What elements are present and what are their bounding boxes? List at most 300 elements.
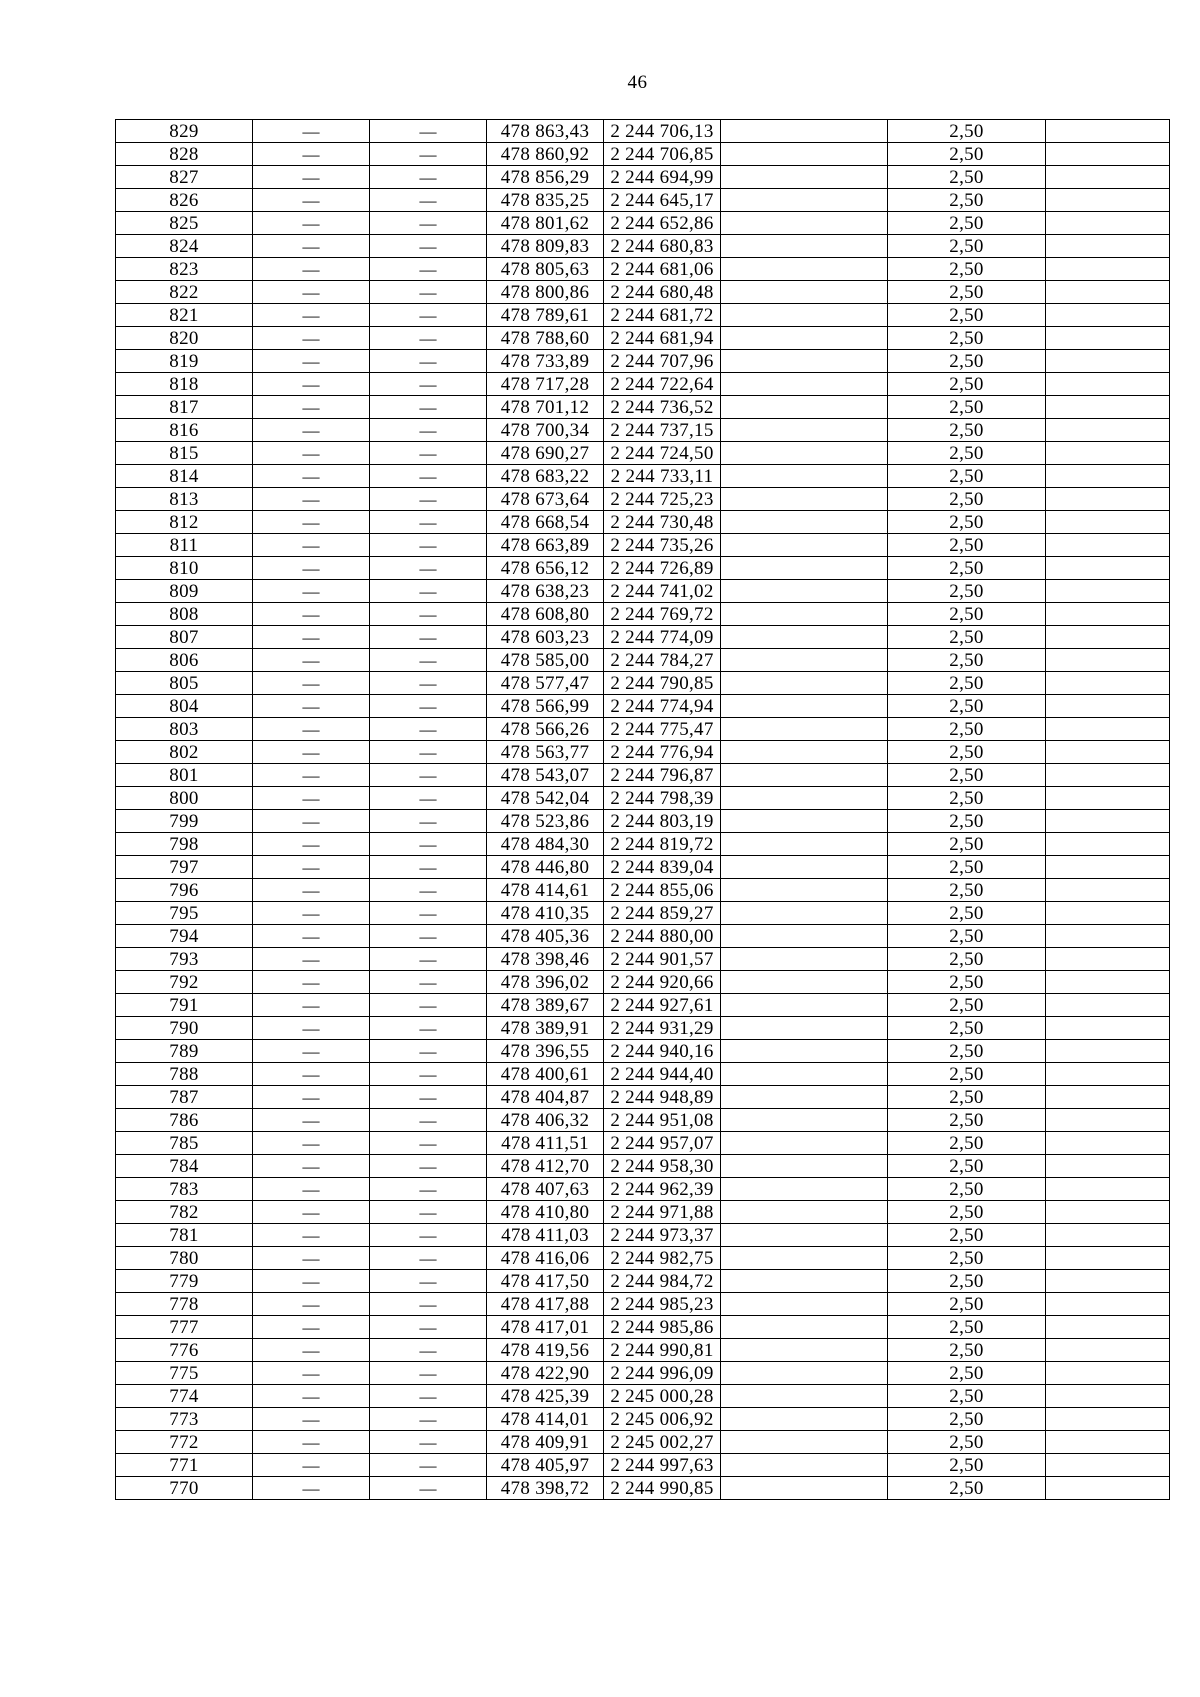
dash-cell: — (253, 1408, 370, 1431)
value-cell: 2,50 (888, 833, 1046, 856)
value-cell: 2,50 (888, 120, 1046, 143)
table-row (116, 879, 1170, 902)
point-number-cell: 820 (116, 327, 253, 350)
empty-cell (1046, 189, 1170, 212)
value-cell: 2,50 (888, 603, 1046, 626)
table-row (116, 1293, 1170, 1316)
empty-cell (721, 166, 888, 189)
point-number-cell: 772 (116, 1431, 253, 1454)
dash-cell: — (253, 971, 370, 994)
empty-cell (1046, 1040, 1170, 1063)
dash-cell: — (370, 1109, 487, 1132)
empty-cell (1046, 327, 1170, 350)
point-number-cell: 771 (116, 1454, 253, 1477)
x-coordinate-cell: 478 856,29 (487, 166, 604, 189)
dash-cell: — (253, 902, 370, 925)
value-cell: 2,50 (888, 1362, 1046, 1385)
y-coordinate-cell: 2 244 962,39 (604, 1178, 721, 1201)
dash-cell: — (370, 1293, 487, 1316)
empty-cell (1046, 626, 1170, 649)
empty-cell (721, 810, 888, 833)
x-coordinate-cell: 478 414,01 (487, 1408, 604, 1431)
empty-cell (721, 1040, 888, 1063)
coordinates-table-body (116, 120, 1170, 1500)
dash-cell: — (253, 580, 370, 603)
value-cell: 2,50 (888, 1109, 1046, 1132)
dash-cell: — (370, 557, 487, 580)
table-row (116, 442, 1170, 465)
x-coordinate-cell: 478 407,63 (487, 1178, 604, 1201)
empty-cell (1046, 1063, 1170, 1086)
value-cell: 2,50 (888, 1086, 1046, 1109)
table-row (116, 143, 1170, 166)
table-row (116, 258, 1170, 281)
empty-cell (721, 695, 888, 718)
x-coordinate-cell: 478 638,23 (487, 580, 604, 603)
empty-cell (1046, 1132, 1170, 1155)
y-coordinate-cell: 2 244 730,48 (604, 511, 721, 534)
y-coordinate-cell: 2 244 855,06 (604, 879, 721, 902)
dash-cell: — (370, 580, 487, 603)
x-coordinate-cell: 478 422,90 (487, 1362, 604, 1385)
x-coordinate-cell: 478 417,50 (487, 1270, 604, 1293)
dash-cell: — (253, 649, 370, 672)
dash-cell: — (253, 1339, 370, 1362)
value-cell: 2,50 (888, 879, 1046, 902)
x-coordinate-cell: 478 411,51 (487, 1132, 604, 1155)
empty-cell (1046, 833, 1170, 856)
y-coordinate-cell: 2 244 681,06 (604, 258, 721, 281)
table-row (116, 1316, 1170, 1339)
value-cell: 2,50 (888, 396, 1046, 419)
dash-cell: — (253, 741, 370, 764)
empty-cell (721, 1454, 888, 1477)
y-coordinate-cell: 2 244 722,64 (604, 373, 721, 396)
dash-cell: — (370, 189, 487, 212)
empty-cell (1046, 373, 1170, 396)
point-number-cell: 785 (116, 1132, 253, 1155)
y-coordinate-cell: 2 244 774,94 (604, 695, 721, 718)
empty-cell (721, 373, 888, 396)
x-coordinate-cell: 478 603,23 (487, 626, 604, 649)
empty-cell (1046, 603, 1170, 626)
value-cell: 2,50 (888, 442, 1046, 465)
empty-cell (721, 672, 888, 695)
table-row (116, 1270, 1170, 1293)
x-coordinate-cell: 478 396,55 (487, 1040, 604, 1063)
point-number-cell: 797 (116, 856, 253, 879)
dash-cell: — (370, 948, 487, 971)
empty-cell (721, 258, 888, 281)
y-coordinate-cell: 2 245 002,27 (604, 1431, 721, 1454)
point-number-cell: 823 (116, 258, 253, 281)
empty-cell (1046, 442, 1170, 465)
dash-cell: — (253, 1270, 370, 1293)
x-coordinate-cell: 478 690,27 (487, 442, 604, 465)
dash-cell: — (253, 350, 370, 373)
table-row (116, 810, 1170, 833)
empty-cell (1046, 971, 1170, 994)
table-row (116, 166, 1170, 189)
value-cell: 2,50 (888, 948, 1046, 971)
table-row (116, 327, 1170, 350)
x-coordinate-cell: 478 835,25 (487, 189, 604, 212)
x-coordinate-cell: 478 405,36 (487, 925, 604, 948)
point-number-cell: 796 (116, 879, 253, 902)
dash-cell: — (253, 1385, 370, 1408)
table-row (116, 557, 1170, 580)
value-cell: 2,50 (888, 902, 1046, 925)
empty-cell (1046, 925, 1170, 948)
value-cell: 2,50 (888, 1385, 1046, 1408)
table-row (116, 603, 1170, 626)
x-coordinate-cell: 478 577,47 (487, 672, 604, 695)
empty-cell (721, 1086, 888, 1109)
x-coordinate-cell: 478 717,28 (487, 373, 604, 396)
table-row (116, 1063, 1170, 1086)
y-coordinate-cell: 2 244 733,11 (604, 465, 721, 488)
y-coordinate-cell: 2 244 680,83 (604, 235, 721, 258)
empty-cell (721, 948, 888, 971)
point-number-cell: 794 (116, 925, 253, 948)
value-cell: 2,50 (888, 1431, 1046, 1454)
y-coordinate-cell: 2 244 796,87 (604, 764, 721, 787)
x-coordinate-cell: 478 417,01 (487, 1316, 604, 1339)
y-coordinate-cell: 2 244 790,85 (604, 672, 721, 695)
dash-cell: — (253, 718, 370, 741)
empty-cell (721, 281, 888, 304)
value-cell: 2,50 (888, 856, 1046, 879)
value-cell: 2,50 (888, 1454, 1046, 1477)
x-coordinate-cell: 478 733,89 (487, 350, 604, 373)
value-cell: 2,50 (888, 810, 1046, 833)
table-row (116, 695, 1170, 718)
empty-cell (1046, 1224, 1170, 1247)
empty-cell (721, 1109, 888, 1132)
dash-cell: — (370, 1063, 487, 1086)
table-row (116, 235, 1170, 258)
empty-cell (721, 511, 888, 534)
dash-cell: — (370, 764, 487, 787)
y-coordinate-cell: 2 244 985,86 (604, 1316, 721, 1339)
dash-cell: — (253, 672, 370, 695)
point-number-cell: 789 (116, 1040, 253, 1063)
dash-cell: — (370, 649, 487, 672)
dash-cell: — (253, 994, 370, 1017)
empty-cell (721, 1155, 888, 1178)
value-cell: 2,50 (888, 695, 1046, 718)
x-coordinate-cell: 478 396,02 (487, 971, 604, 994)
dash-cell: — (253, 948, 370, 971)
table-row (116, 1109, 1170, 1132)
empty-cell (1046, 1293, 1170, 1316)
point-number-cell: 780 (116, 1247, 253, 1270)
point-number-cell: 816 (116, 419, 253, 442)
dash-cell: — (370, 902, 487, 925)
point-number-cell: 813 (116, 488, 253, 511)
value-cell: 2,50 (888, 534, 1046, 557)
dash-cell: — (370, 1132, 487, 1155)
dash-cell: — (370, 1178, 487, 1201)
table-row (116, 350, 1170, 373)
dash-cell: — (370, 534, 487, 557)
empty-cell (1046, 1385, 1170, 1408)
dash-cell: — (370, 396, 487, 419)
table-row (116, 120, 1170, 143)
point-number-cell: 770 (116, 1477, 253, 1500)
point-number-cell: 788 (116, 1063, 253, 1086)
dash-cell: — (253, 304, 370, 327)
dash-cell: — (370, 419, 487, 442)
dash-cell: — (253, 1454, 370, 1477)
point-number-cell: 792 (116, 971, 253, 994)
y-coordinate-cell: 2 244 948,89 (604, 1086, 721, 1109)
point-number-cell: 828 (116, 143, 253, 166)
value-cell: 2,50 (888, 327, 1046, 350)
dash-cell: — (370, 465, 487, 488)
x-coordinate-cell: 478 860,92 (487, 143, 604, 166)
point-number-cell: 781 (116, 1224, 253, 1247)
dash-cell: — (253, 603, 370, 626)
y-coordinate-cell: 2 244 680,48 (604, 281, 721, 304)
table-row (116, 465, 1170, 488)
empty-cell (721, 1132, 888, 1155)
point-number-cell: 815 (116, 442, 253, 465)
value-cell: 2,50 (888, 166, 1046, 189)
y-coordinate-cell: 2 244 984,72 (604, 1270, 721, 1293)
empty-cell (1046, 764, 1170, 787)
point-number-cell: 807 (116, 626, 253, 649)
x-coordinate-cell: 478 668,54 (487, 511, 604, 534)
empty-cell (1046, 1086, 1170, 1109)
empty-cell (721, 327, 888, 350)
y-coordinate-cell: 2 244 957,07 (604, 1132, 721, 1155)
x-coordinate-cell: 478 608,80 (487, 603, 604, 626)
y-coordinate-cell: 2 244 958,30 (604, 1155, 721, 1178)
x-coordinate-cell: 478 414,61 (487, 879, 604, 902)
table-row (116, 1224, 1170, 1247)
point-number-cell: 800 (116, 787, 253, 810)
value-cell: 2,50 (888, 787, 1046, 810)
empty-cell (1046, 994, 1170, 1017)
empty-cell (1046, 1247, 1170, 1270)
y-coordinate-cell: 2 244 652,86 (604, 212, 721, 235)
dash-cell: — (370, 787, 487, 810)
dash-cell: — (253, 1063, 370, 1086)
table-row (116, 419, 1170, 442)
value-cell: 2,50 (888, 764, 1046, 787)
empty-cell (721, 1247, 888, 1270)
table-row (116, 1339, 1170, 1362)
dash-cell: — (253, 488, 370, 511)
y-coordinate-cell: 2 244 694,99 (604, 166, 721, 189)
dash-cell: — (253, 1155, 370, 1178)
point-number-cell: 779 (116, 1270, 253, 1293)
dash-cell: — (370, 833, 487, 856)
y-coordinate-cell: 2 244 737,15 (604, 419, 721, 442)
empty-cell (721, 971, 888, 994)
y-coordinate-cell: 2 244 901,57 (604, 948, 721, 971)
value-cell: 2,50 (888, 373, 1046, 396)
empty-cell (721, 718, 888, 741)
dash-cell: — (253, 879, 370, 902)
y-coordinate-cell: 2 244 971,88 (604, 1201, 721, 1224)
point-number-cell: 795 (116, 902, 253, 925)
dash-cell: — (253, 810, 370, 833)
dash-cell: — (370, 1431, 487, 1454)
point-number-cell: 799 (116, 810, 253, 833)
point-number-cell: 782 (116, 1201, 253, 1224)
table-row (116, 281, 1170, 304)
y-coordinate-cell: 2 244 725,23 (604, 488, 721, 511)
value-cell: 2,50 (888, 1132, 1046, 1155)
y-coordinate-cell: 2 244 724,50 (604, 442, 721, 465)
dash-cell: — (253, 1316, 370, 1339)
empty-cell (1046, 212, 1170, 235)
y-coordinate-cell: 2 244 996,09 (604, 1362, 721, 1385)
empty-cell (721, 488, 888, 511)
empty-cell (1046, 1201, 1170, 1224)
value-cell: 2,50 (888, 281, 1046, 304)
table-row (116, 1431, 1170, 1454)
table-row (116, 718, 1170, 741)
table-row (116, 1086, 1170, 1109)
dash-cell: — (370, 879, 487, 902)
dash-cell: — (370, 1201, 487, 1224)
dash-cell: — (370, 304, 487, 327)
dash-cell: — (253, 1247, 370, 1270)
table-row (116, 396, 1170, 419)
dash-cell: — (370, 1454, 487, 1477)
point-number-cell: 798 (116, 833, 253, 856)
empty-cell (721, 189, 888, 212)
y-coordinate-cell: 2 244 859,27 (604, 902, 721, 925)
dash-cell: — (370, 718, 487, 741)
x-coordinate-cell: 478 789,61 (487, 304, 604, 327)
point-number-cell: 814 (116, 465, 253, 488)
value-cell: 2,50 (888, 1477, 1046, 1500)
point-number-cell: 827 (116, 166, 253, 189)
value-cell: 2,50 (888, 488, 1046, 511)
table-row (116, 1477, 1170, 1500)
x-coordinate-cell: 478 542,04 (487, 787, 604, 810)
dash-cell: — (253, 442, 370, 465)
empty-cell (721, 1385, 888, 1408)
empty-cell (721, 534, 888, 557)
dash-cell: — (370, 1316, 487, 1339)
dash-cell: — (253, 373, 370, 396)
table-row (116, 1178, 1170, 1201)
dash-cell: — (370, 235, 487, 258)
dash-cell: — (253, 1017, 370, 1040)
empty-cell (721, 1178, 888, 1201)
empty-cell (1046, 488, 1170, 511)
table-row (116, 971, 1170, 994)
empty-cell (1046, 534, 1170, 557)
dash-cell: — (253, 511, 370, 534)
table-row (116, 1385, 1170, 1408)
table-row (116, 373, 1170, 396)
empty-cell (721, 856, 888, 879)
dash-cell: — (370, 1362, 487, 1385)
x-coordinate-cell: 478 410,35 (487, 902, 604, 925)
table-row (116, 1247, 1170, 1270)
dash-cell: — (370, 350, 487, 373)
value-cell: 2,50 (888, 1316, 1046, 1339)
value-cell: 2,50 (888, 304, 1046, 327)
dash-cell: — (370, 1155, 487, 1178)
point-number-cell: 811 (116, 534, 253, 557)
empty-cell (721, 235, 888, 258)
empty-cell (1046, 396, 1170, 419)
empty-cell (721, 1431, 888, 1454)
dash-cell: — (370, 695, 487, 718)
dash-cell: — (370, 212, 487, 235)
dash-cell: — (370, 810, 487, 833)
empty-cell (721, 879, 888, 902)
empty-cell (1046, 1362, 1170, 1385)
empty-cell (721, 741, 888, 764)
y-coordinate-cell: 2 244 990,85 (604, 1477, 721, 1500)
point-number-cell: 775 (116, 1362, 253, 1385)
dash-cell: — (253, 1224, 370, 1247)
value-cell: 2,50 (888, 741, 1046, 764)
dash-cell: — (253, 1109, 370, 1132)
dash-cell: — (370, 1017, 487, 1040)
x-coordinate-cell: 478 809,83 (487, 235, 604, 258)
empty-cell (1046, 1454, 1170, 1477)
empty-cell (721, 925, 888, 948)
empty-cell (1046, 856, 1170, 879)
empty-cell (1046, 879, 1170, 902)
x-coordinate-cell: 478 409,91 (487, 1431, 604, 1454)
empty-cell (721, 626, 888, 649)
x-coordinate-cell: 478 663,89 (487, 534, 604, 557)
empty-cell (721, 1224, 888, 1247)
point-number-cell: 829 (116, 120, 253, 143)
table-row (116, 1201, 1170, 1224)
value-cell: 2,50 (888, 1247, 1046, 1270)
y-coordinate-cell: 2 245 000,28 (604, 1385, 721, 1408)
point-number-cell: 787 (116, 1086, 253, 1109)
point-number-cell: 791 (116, 994, 253, 1017)
y-coordinate-cell: 2 245 006,92 (604, 1408, 721, 1431)
point-number-cell: 793 (116, 948, 253, 971)
point-number-cell: 822 (116, 281, 253, 304)
dash-cell: — (370, 327, 487, 350)
point-number-cell: 783 (116, 1178, 253, 1201)
empty-cell (1046, 350, 1170, 373)
y-coordinate-cell: 2 244 741,02 (604, 580, 721, 603)
y-coordinate-cell: 2 244 681,94 (604, 327, 721, 350)
empty-cell (721, 580, 888, 603)
dash-cell: — (370, 626, 487, 649)
dash-cell: — (253, 327, 370, 350)
dash-cell: — (253, 787, 370, 810)
table-row (116, 1362, 1170, 1385)
x-coordinate-cell: 478 484,30 (487, 833, 604, 856)
x-coordinate-cell: 478 417,88 (487, 1293, 604, 1316)
dash-cell: — (370, 1408, 487, 1431)
x-coordinate-cell: 478 419,56 (487, 1339, 604, 1362)
dash-cell: — (253, 1201, 370, 1224)
x-coordinate-cell: 478 410,80 (487, 1201, 604, 1224)
y-coordinate-cell: 2 244 990,81 (604, 1339, 721, 1362)
table-row (116, 1132, 1170, 1155)
y-coordinate-cell: 2 244 769,72 (604, 603, 721, 626)
value-cell: 2,50 (888, 994, 1046, 1017)
y-coordinate-cell: 2 244 775,47 (604, 718, 721, 741)
